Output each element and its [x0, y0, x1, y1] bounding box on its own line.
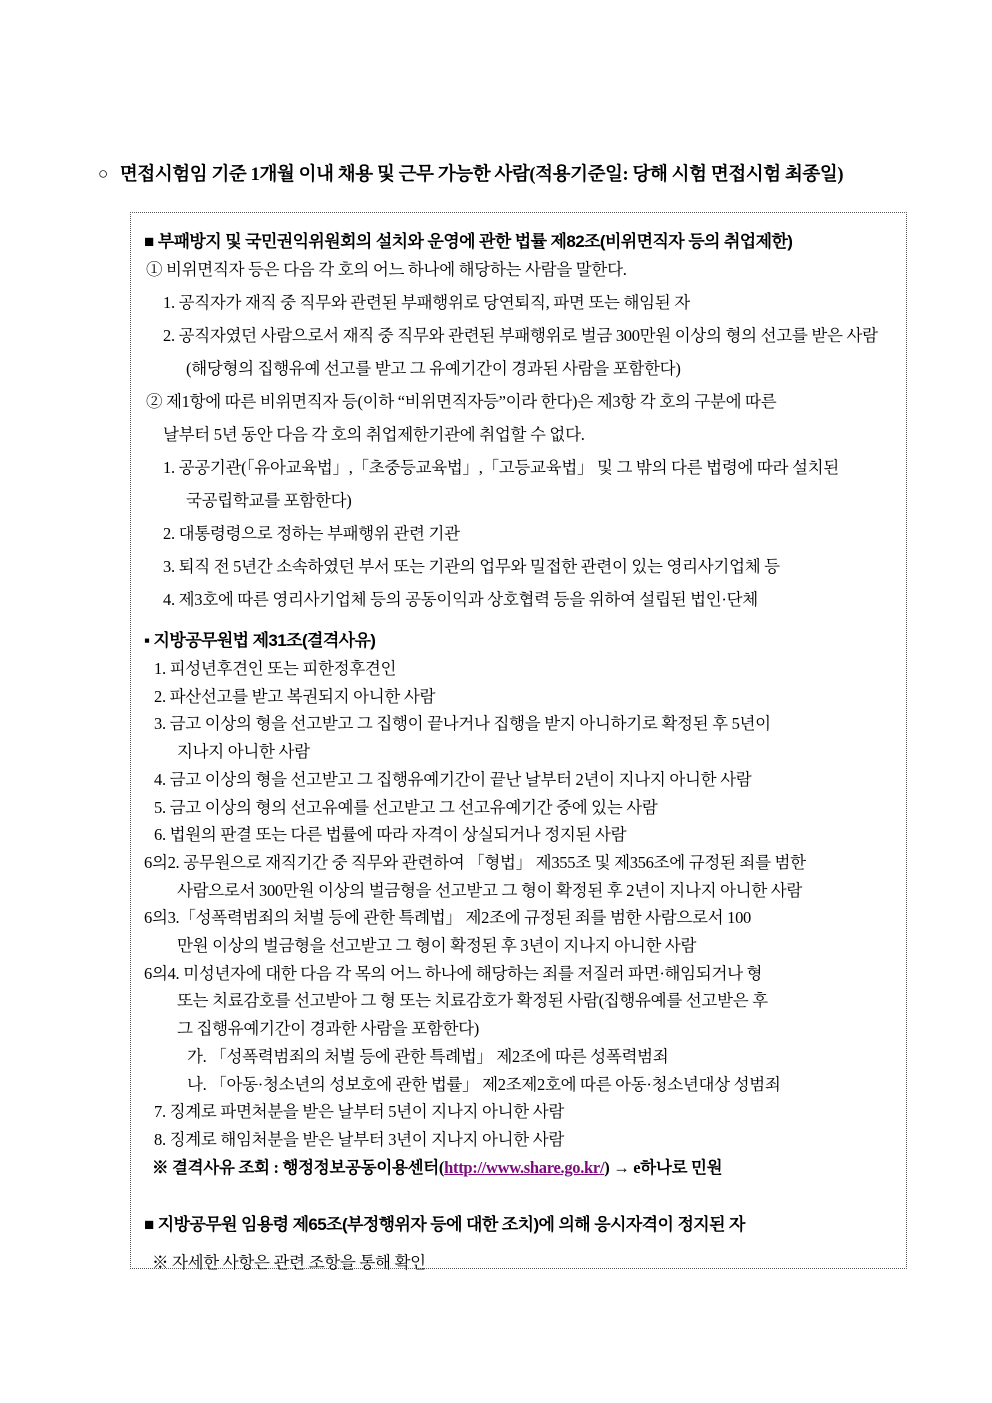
legal-line: 5. 금고 이상의 형의 선고유예를 선고받고 그 선고유예기간 중에 있는 사람	[154, 797, 658, 817]
legal-line: 4. 제3호에 따른 영리사기업체 등의 공동이익과 상호협력 등을 위하여 설립된 법인·단체	[163, 590, 758, 609]
legal-line: 날부터 5년 동안 다음 각 호의 취업제한기관에 취업할 수 없다.	[163, 425, 585, 444]
legal-line: 국공립학교를 포함한다)	[186, 491, 352, 510]
legal-line: (해당형의 집행유예 선고를 받고 그 유예기간이 경과된 사람을 포함한다)	[186, 359, 681, 378]
legal-notice-box	[130, 212, 907, 1272]
legal-line: 나. 「아동·청소년의 성보호에 관한 법률」 제2조제2호에 따른 아동·청소년대상 성범죄	[187, 1074, 781, 1094]
legal-line: 2. 공직자였던 사람으로서 재직 중 직무와 관련된 부패행위로 벌금 300만원 이상의 형의 선고를 받은 사람	[163, 326, 878, 345]
section-exam-misconduct	[144, 1213, 898, 1273]
legal-line: 1. 공직자가 재직 중 직무와 관련된 부패행위로 당연퇴직, 파면 또는 해임된 자	[163, 293, 690, 312]
intro-line	[98, 160, 978, 186]
legal-line: 2. 파산선고를 받고 복권되지 아니한 사람	[154, 686, 436, 706]
detail-note: ※ 자세한 사항은 관련 조항을 통해 확인	[152, 1252, 426, 1272]
legal-line: 7. 징계로 파면처분을 받은 날부터 5년이 지나지 아니한 사람	[154, 1102, 565, 1122]
legal-line: 6의4. 미성년자에 대한 다음 각 목의 어느 하나에 해당하는 죄를 저질러 파면·해임되거나 형	[144, 963, 763, 983]
legal-line: 6의2. 공무원으로 재직기간 중 직무와 관련하여 「형법」 제355조 및 제356조에 규정된 죄를 범한	[144, 852, 806, 872]
intro-text: 면접시험임 기준 1개월 이내 채용 및 근무 가능한 사람(적용기준일: 당해 시험 면접시험 최종일)	[119, 165, 844, 185]
legal-line: 8. 징계로 해임처분을 받은 날부터 3년이 지나지 아니한 사람	[154, 1129, 565, 1149]
legal-line: 1. 공공기관(「유아교육법」,「초중등교육법」,「고등교육법」 및 그 밖의 다른 법령에 따라 설치된	[163, 458, 839, 477]
legal-line: 또는 치료감호를 선고받아 그 형 또는 치료감호가 확정된 사람(집행유예를 선고받은 후	[177, 991, 768, 1011]
lookup-suffix: ) → e하나로 민원	[604, 1157, 723, 1177]
legal-line: 3. 금고 이상의 형을 선고받고 그 집행이 끝나거나 집행을 받지 아니하기로 확정된 후 5년이	[154, 714, 771, 734]
section-disqualification	[144, 629, 898, 1182]
legal-line: 사람으로서 300만원 이상의 벌금형을 선고받고 그 형이 확정된 후 2년이 지나지 아니한 사람	[177, 880, 803, 900]
legal-line: 4. 금고 이상의 형을 선고받고 그 집행유예기간이 끝난 날부터 2년이 지나지 아니한 사람	[154, 769, 752, 789]
legal-line: 가. 「성폭력범죄의 처벌 등에 관한 특례법」 제2조에 따른 성폭력범죄	[187, 1046, 669, 1066]
disqualification-lookup-line	[144, 1154, 898, 1182]
lookup-prefix: ※ 결격사유 조회 : 행정정보공동이용센터(	[152, 1157, 445, 1177]
legal-line: 지나지 아니한 사람	[177, 742, 310, 762]
legal-line: ② 제1항에 따른 비위면직자 등(이하 “비위면직자등”이라 한다)은 제3항 각 호의 구분에 따른	[146, 392, 777, 411]
section-heading: ■ 부패방지 및 국민권익위원회의 설치와 운영에 관한 법률 제82조(비위면직자 등의 취업제한)	[144, 232, 793, 251]
legal-line: 2. 대통령령으로 정하는 부패행위 관련 기관	[163, 524, 460, 543]
section-corruption-act	[144, 230, 898, 616]
legal-line: 3. 퇴직 전 5년간 소속하였던 부서 또는 기관의 업무와 밀접한 관련이 있는 영리사기업체 등	[163, 557, 780, 576]
legal-line: 그 집행유예기간이 경과한 사람을 포함한다)	[177, 1019, 479, 1039]
share-center-link[interactable]: http://www.share.go.kr/	[444, 1157, 605, 1177]
legal-line: ① 비위면직자 등은 다음 각 호의 어느 하나에 해당하는 사람을 말한다.	[146, 260, 627, 279]
legal-line: 6의3.「성폭력범죄의 처벌 등에 관한 특례법」 제2조에 규정된 죄를 범한 사람으로서 100	[144, 908, 751, 928]
section-heading: ■ 지방공무원 임용령 제65조(부정행위자 등에 대한 조치)에 의해 응시자격이 정지된 자	[144, 1214, 745, 1234]
legal-line: 1. 피성년후견인 또는 피한정후견인	[154, 659, 397, 678]
circle-bullet: ○	[98, 164, 108, 183]
section-heading: ▪ 지방공무원법 제31조(결격사유)	[144, 631, 376, 650]
legal-line: 6. 법원의 판결 또는 다른 법률에 따라 자격이 상실되거나 정지된 사람	[154, 825, 627, 845]
legal-line: 만원 이상의 벌금형을 선고받고 그 형이 확정된 후 3년이 지나지 아니한 사람	[177, 936, 697, 956]
